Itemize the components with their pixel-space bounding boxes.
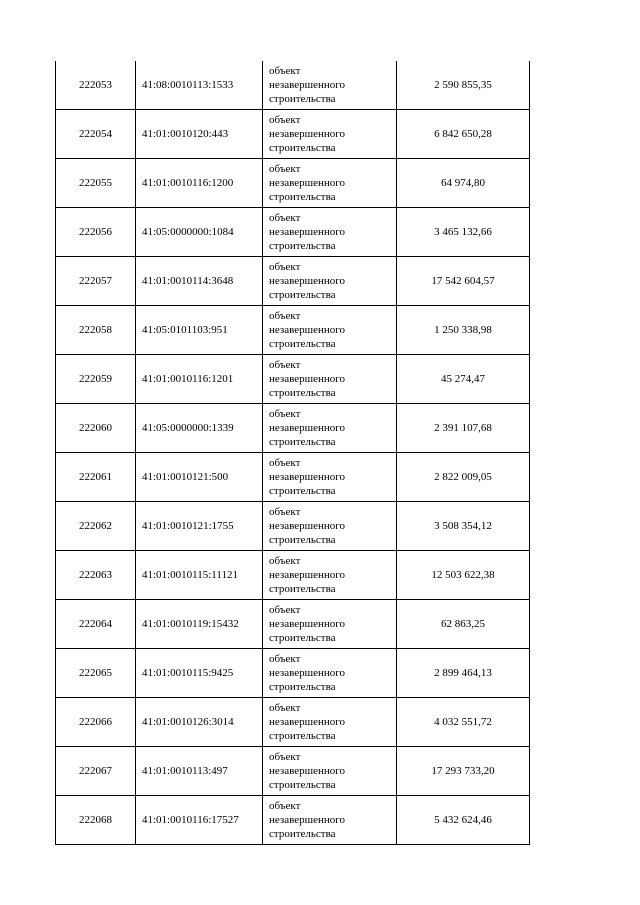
object-type-line-2: незавершенного	[269, 716, 346, 728]
cadastral-number-cell: 41:01:0010116:1200	[136, 159, 263, 208]
table-row	[56, 649, 530, 698]
object-type-line-1: объект	[269, 408, 301, 420]
table-row	[56, 306, 530, 355]
object-type-line-2: незавершенного	[269, 275, 346, 287]
cadastral-number-cell: 41:01:0010119:15432	[136, 600, 263, 649]
object-type-line-1: объект	[269, 163, 301, 175]
cadastral-number-cell: 41:01:0010121:1755	[136, 502, 263, 551]
cadastral-value-cell: 6 842 650,28	[397, 110, 530, 159]
object-type-line-3: строительства	[269, 191, 336, 203]
cadastral-number-cell: 41:01:0010126:3014	[136, 698, 263, 747]
object-type-line-1: объект	[269, 653, 301, 665]
object-type-line-3: строительства	[269, 240, 336, 252]
cadastral-number-cell: 41:08:0010113:1533	[136, 61, 263, 110]
object-type-line-3: строительства	[269, 436, 336, 448]
cadastral-value-cell: 2 899 464,13	[397, 649, 530, 698]
object-type-line-2: незавершенного	[269, 520, 346, 532]
object-type-line-3: строительства	[269, 730, 336, 742]
cadastral-value-cell: 45 274,47	[397, 355, 530, 404]
cadastral-number-cell: 41:01:0010120:443	[136, 110, 263, 159]
object-type-line-2: незавершенного	[269, 226, 346, 238]
object-type-line-3: строительства	[269, 93, 336, 105]
row-number-cell: 222054	[56, 110, 136, 159]
object-type-line-1: объект	[269, 65, 301, 77]
object-type-cell	[263, 404, 397, 453]
table-row	[56, 110, 530, 159]
row-number-cell: 222067	[56, 747, 136, 796]
object-type-cell	[263, 159, 397, 208]
table-row	[56, 600, 530, 649]
table-row	[56, 159, 530, 208]
object-type-line-2: незавершенного	[269, 79, 346, 91]
object-type-line-1: объект	[269, 506, 301, 518]
object-type-cell	[263, 698, 397, 747]
table-row	[56, 404, 530, 453]
cadastral-value-cell: 64 974,80	[397, 159, 530, 208]
object-type-line-1: объект	[269, 359, 301, 371]
row-number-cell: 222056	[56, 208, 136, 257]
table-row	[56, 796, 530, 845]
cadastral-number-cell: 41:01:0010116:1201	[136, 355, 263, 404]
cadastral-value-cell: 3 508 354,12	[397, 502, 530, 551]
object-type-line-1: объект	[269, 457, 301, 469]
row-number-cell: 222058	[56, 306, 136, 355]
object-type-line-2: незавершенного	[269, 422, 346, 434]
cadastral-number-cell: 41:01:0010115:9425	[136, 649, 263, 698]
object-type-line-2: незавершенного	[269, 471, 346, 483]
table-row	[56, 502, 530, 551]
row-number-cell: 222055	[56, 159, 136, 208]
object-type-cell	[263, 649, 397, 698]
object-type-cell	[263, 306, 397, 355]
table-row	[56, 61, 530, 110]
cadastral-number-cell: 41:01:0010116:17527	[136, 796, 263, 845]
row-number-cell: 222057	[56, 257, 136, 306]
row-number-cell: 222062	[56, 502, 136, 551]
table-row	[56, 257, 530, 306]
object-type-line-1: объект	[269, 114, 301, 126]
object-type-line-1: объект	[269, 702, 301, 714]
cadastral-number-cell: 41:01:0010113:497	[136, 747, 263, 796]
property-table-body	[56, 61, 530, 845]
cadastral-value-cell: 17 293 733,20	[397, 747, 530, 796]
cadastral-value-cell: 4 032 551,72	[397, 698, 530, 747]
object-type-line-1: объект	[269, 604, 301, 616]
object-type-cell	[263, 257, 397, 306]
row-number-cell: 222063	[56, 551, 136, 600]
object-type-cell	[263, 355, 397, 404]
object-type-line-3: строительства	[269, 289, 336, 301]
object-type-line-2: незавершенного	[269, 373, 346, 385]
object-type-line-3: строительства	[269, 485, 336, 497]
row-number-cell: 222068	[56, 796, 136, 845]
object-type-line-1: объект	[269, 212, 301, 224]
cadastral-value-cell: 3 465 132,66	[397, 208, 530, 257]
object-type-line-3: строительства	[269, 632, 336, 644]
object-type-cell	[263, 61, 397, 110]
object-type-line-3: строительства	[269, 583, 336, 595]
object-type-line-2: незавершенного	[269, 814, 346, 826]
property-table	[55, 61, 530, 845]
cadastral-value-cell: 5 432 624,46	[397, 796, 530, 845]
table-row	[56, 747, 530, 796]
object-type-line-3: строительства	[269, 338, 336, 350]
cadastral-value-cell: 1 250 338,98	[397, 306, 530, 355]
cadastral-number-cell: 41:05:0000000:1339	[136, 404, 263, 453]
table-row	[56, 208, 530, 257]
object-type-line-1: объект	[269, 751, 301, 763]
object-type-line-2: незавершенного	[269, 128, 346, 140]
object-type-line-3: строительства	[269, 828, 336, 840]
object-type-line-1: объект	[269, 310, 301, 322]
row-number-cell: 222065	[56, 649, 136, 698]
cadastral-value-cell: 62 863,25	[397, 600, 530, 649]
cadastral-number-cell: 41:05:0101103:951	[136, 306, 263, 355]
object-type-cell	[263, 551, 397, 600]
row-number-cell: 222060	[56, 404, 136, 453]
cadastral-number-cell: 41:01:0010115:11121	[136, 551, 263, 600]
object-type-line-2: незавершенного	[269, 667, 346, 679]
object-type-line-2: незавершенного	[269, 569, 346, 581]
object-type-cell	[263, 502, 397, 551]
row-number-cell: 222064	[56, 600, 136, 649]
table-row	[56, 355, 530, 404]
object-type-cell	[263, 453, 397, 502]
row-number-cell: 222059	[56, 355, 136, 404]
object-type-line-2: незавершенного	[269, 618, 346, 630]
object-type-cell	[263, 600, 397, 649]
row-number-cell: 222061	[56, 453, 136, 502]
object-type-cell	[263, 208, 397, 257]
object-type-line-1: объект	[269, 555, 301, 567]
object-type-cell	[263, 110, 397, 159]
object-type-line-2: незавершенного	[269, 324, 346, 336]
table-row	[56, 453, 530, 502]
object-type-line-3: строительства	[269, 142, 336, 154]
cadastral-value-cell: 12 503 622,38	[397, 551, 530, 600]
row-number-cell: 222053	[56, 61, 136, 110]
cadastral-number-cell: 41:05:0000000:1084	[136, 208, 263, 257]
object-type-line-3: строительства	[269, 534, 336, 546]
object-type-cell	[263, 747, 397, 796]
cadastral-value-cell: 2 822 009,05	[397, 453, 530, 502]
object-type-line-1: объект	[269, 261, 301, 273]
cadastral-value-cell: 17 542 604,57	[397, 257, 530, 306]
object-type-cell	[263, 796, 397, 845]
cadastral-number-cell: 41:01:0010114:3648	[136, 257, 263, 306]
object-type-line-3: строительства	[269, 779, 336, 791]
object-type-line-2: незавершенного	[269, 177, 346, 189]
object-type-line-1: объект	[269, 800, 301, 812]
object-type-line-3: строительства	[269, 387, 336, 399]
row-number-cell: 222066	[56, 698, 136, 747]
table-row	[56, 551, 530, 600]
cadastral-number-cell: 41:01:0010121:500	[136, 453, 263, 502]
cadastral-value-cell: 2 590 855,35	[397, 61, 530, 110]
object-type-line-3: строительства	[269, 681, 336, 693]
cadastral-value-cell: 2 391 107,68	[397, 404, 530, 453]
object-type-line-2: незавершенного	[269, 765, 346, 777]
table-row	[56, 698, 530, 747]
